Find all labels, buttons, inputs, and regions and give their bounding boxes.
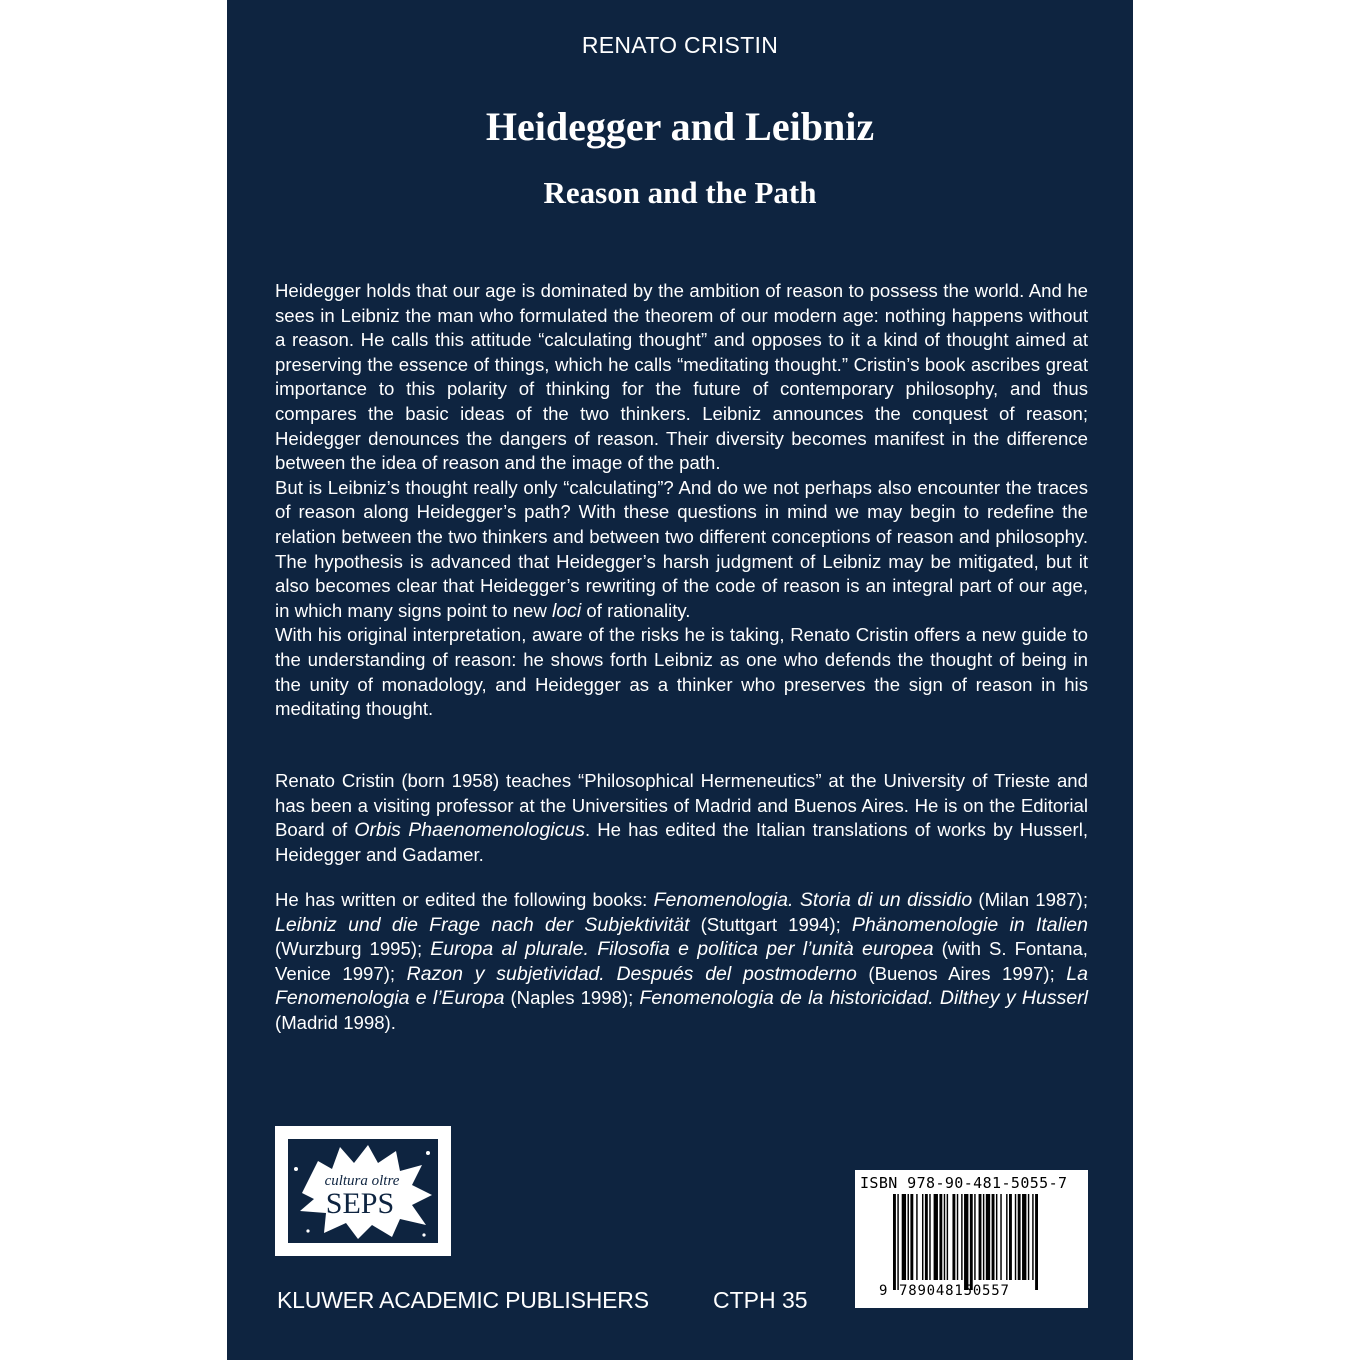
italic-text: Europa al plurale. Filosofia e politica per l’unità europea <box>430 938 934 961</box>
text-span: Renato Cristin (born 1958) teaches “Philosophical Hermeneutics” at the University of Trieste and has been a visiting professor at the Universities of Madrid and Buenos Aires. He is on the Editorial Board of <box>275 770 1088 841</box>
barcode-bar <box>1006 1194 1007 1280</box>
barcode-bar <box>922 1194 923 1280</box>
text-span: (Milan 1987); <box>972 889 1088 910</box>
back-cover <box>227 0 1133 1360</box>
text-span: (Stuttgart 1994); <box>689 913 852 935</box>
barcode-bar <box>1015 1194 1016 1280</box>
blurb-text <box>275 279 1088 722</box>
barcode-bar <box>944 1194 945 1280</box>
barcode-bar <box>939 1194 942 1280</box>
isbn-label: ISBN 978-90-481-5055-7 <box>860 1174 1068 1192</box>
barcode-bar <box>964 1194 968 1290</box>
author-bio <box>275 769 1088 867</box>
barcode-bar <box>1032 1194 1033 1280</box>
isbn-barcode <box>855 1170 1088 1308</box>
barcode-bar <box>979 1194 982 1280</box>
text-span: (Madrid 1998). <box>275 1011 396 1033</box>
barcode-bar <box>893 1194 896 1290</box>
italic-text: loci <box>551 599 582 622</box>
barcode-bar <box>957 1194 958 1280</box>
barcode-digits: 789048150557 <box>899 1283 1010 1299</box>
text-span: (Wurzburg 1995); <box>275 938 431 960</box>
barcode-bar <box>983 1194 984 1280</box>
barcode-bar <box>908 1194 909 1280</box>
text-span: But is Leibniz’s thought really only “calculating”? And do we not perhaps also encounter the traces of reason along Heidegger’s path? With these questions in mind we may begin to redefine the relation between the two thinkers and between two different conceptions of reason and philosophy. The hypothesis is advanced that Heidegger’s harsh judgment of Leibniz may be mitigated, but it also becomes clear that Heidegger’s rewriting of the code of reason is an integral part of our age, in which many signs point to new <box>275 476 1088 621</box>
seps-logo-icon <box>288 1139 438 1243</box>
blurb-paragraph <box>275 623 1088 721</box>
barcode-bar <box>1018 1194 1021 1280</box>
text-span: (Naples 1998); <box>504 987 640 1009</box>
barcode-bar <box>1035 1194 1038 1290</box>
series-code: CTPH 35 <box>713 1287 808 1313</box>
italic-text: Leibniz und die Frage nach der Subjektivität <box>275 913 690 936</box>
barcode-bar <box>934 1194 938 1280</box>
italic-text: Phänomenologie in Italien <box>851 913 1088 936</box>
logo-text-main: SEPS <box>325 1187 395 1220</box>
barcode-bar <box>925 1194 928 1280</box>
italic-text: Fenomenologia de la historicidad. Dilthey y Husserl <box>639 987 1088 1010</box>
author-name: RENATO CRISTIN <box>581 32 779 58</box>
italic-text: La Fenomenologia e l’Europa <box>275 962 1088 1010</box>
barcode-bar <box>992 1194 995 1280</box>
barcode-bar <box>961 1194 962 1280</box>
text-span: . He has edited the Italian translations of works by Husserl, Heidegger and Gadamer. <box>275 819 1088 865</box>
italic-text: Orbis Phaenomenologicus <box>354 819 585 842</box>
barcode-bar <box>1000 1194 1001 1280</box>
barcode-bar <box>902 1194 906 1280</box>
seps-logo <box>275 1126 451 1256</box>
barcode-bar <box>1022 1194 1026 1280</box>
barcode-bar <box>952 1194 955 1280</box>
barcode-bar <box>986 1194 990 1280</box>
barcode-bar <box>996 1194 997 1280</box>
barcode-bar <box>929 1194 930 1280</box>
blurb-paragraph <box>275 279 1088 476</box>
publisher-name: KLUWER ACADEMIC PUBLISHERS <box>277 1287 649 1313</box>
text-span: (with S. Fontana, Venice 1997); <box>275 938 1088 984</box>
italic-text: Razon y subjetividad. Después del postmoderno <box>406 962 857 985</box>
text-span: With his original interpretation, aware of the risks he is taking, Renato Cristin offers a new guide to the understanding of reason: he shows forth Leibniz as one who defends the thought of being in the unity of monadology, and Heidegger as a thinker who preserves the sign of reason in his meditating thought. <box>275 624 1088 720</box>
barcode-bar <box>1028 1194 1029 1280</box>
barcode-bar <box>916 1194 917 1280</box>
barcode-bar <box>910 1194 913 1280</box>
text-span: (Buenos Aires 1997); <box>856 962 1067 984</box>
barcode-bar <box>947 1194 948 1280</box>
barcode-bar <box>897 1194 898 1290</box>
author-books <box>275 888 1088 1036</box>
blurb-paragraph <box>275 476 1088 624</box>
italic-text: Fenomenologia. Storia di un dissidio <box>653 889 973 911</box>
text-span: He has written or edited the following books: <box>275 889 654 910</box>
text-span: Heidegger holds that our age is dominated by the ambition of reason to possess the world. And he sees in Leibniz the man who formulated the theorem of our modern age: nothing happens without a reason. He calls this attitude “calculating thought” and opposes to it a kind of thought aimed at preserving the essence of things, which he calls “meditating thought.” Cristin’s book ascribes great importance to this polarity of thinking for the future of contemporary philosophy, and thus compares the basic ideas of the two thinkers. Leibniz announces the conquest of reason; Heidegger denounces the dangers of reason. Their diversity becomes manifest in the difference between the idea of reason and the image of the path. <box>275 280 1088 474</box>
barcode-bar <box>970 1194 973 1290</box>
barcode-bar <box>1009 1194 1012 1280</box>
barcode-bar <box>974 1194 975 1280</box>
logo-text-top: cultura oltre <box>324 1173 400 1189</box>
barcode-lead-digit: 9 <box>879 1283 888 1299</box>
book-title: Heidegger and Leibniz <box>485 104 875 149</box>
text-span: of rationality. <box>581 599 691 621</box>
book-subtitle: Reason and the Path <box>543 175 817 210</box>
